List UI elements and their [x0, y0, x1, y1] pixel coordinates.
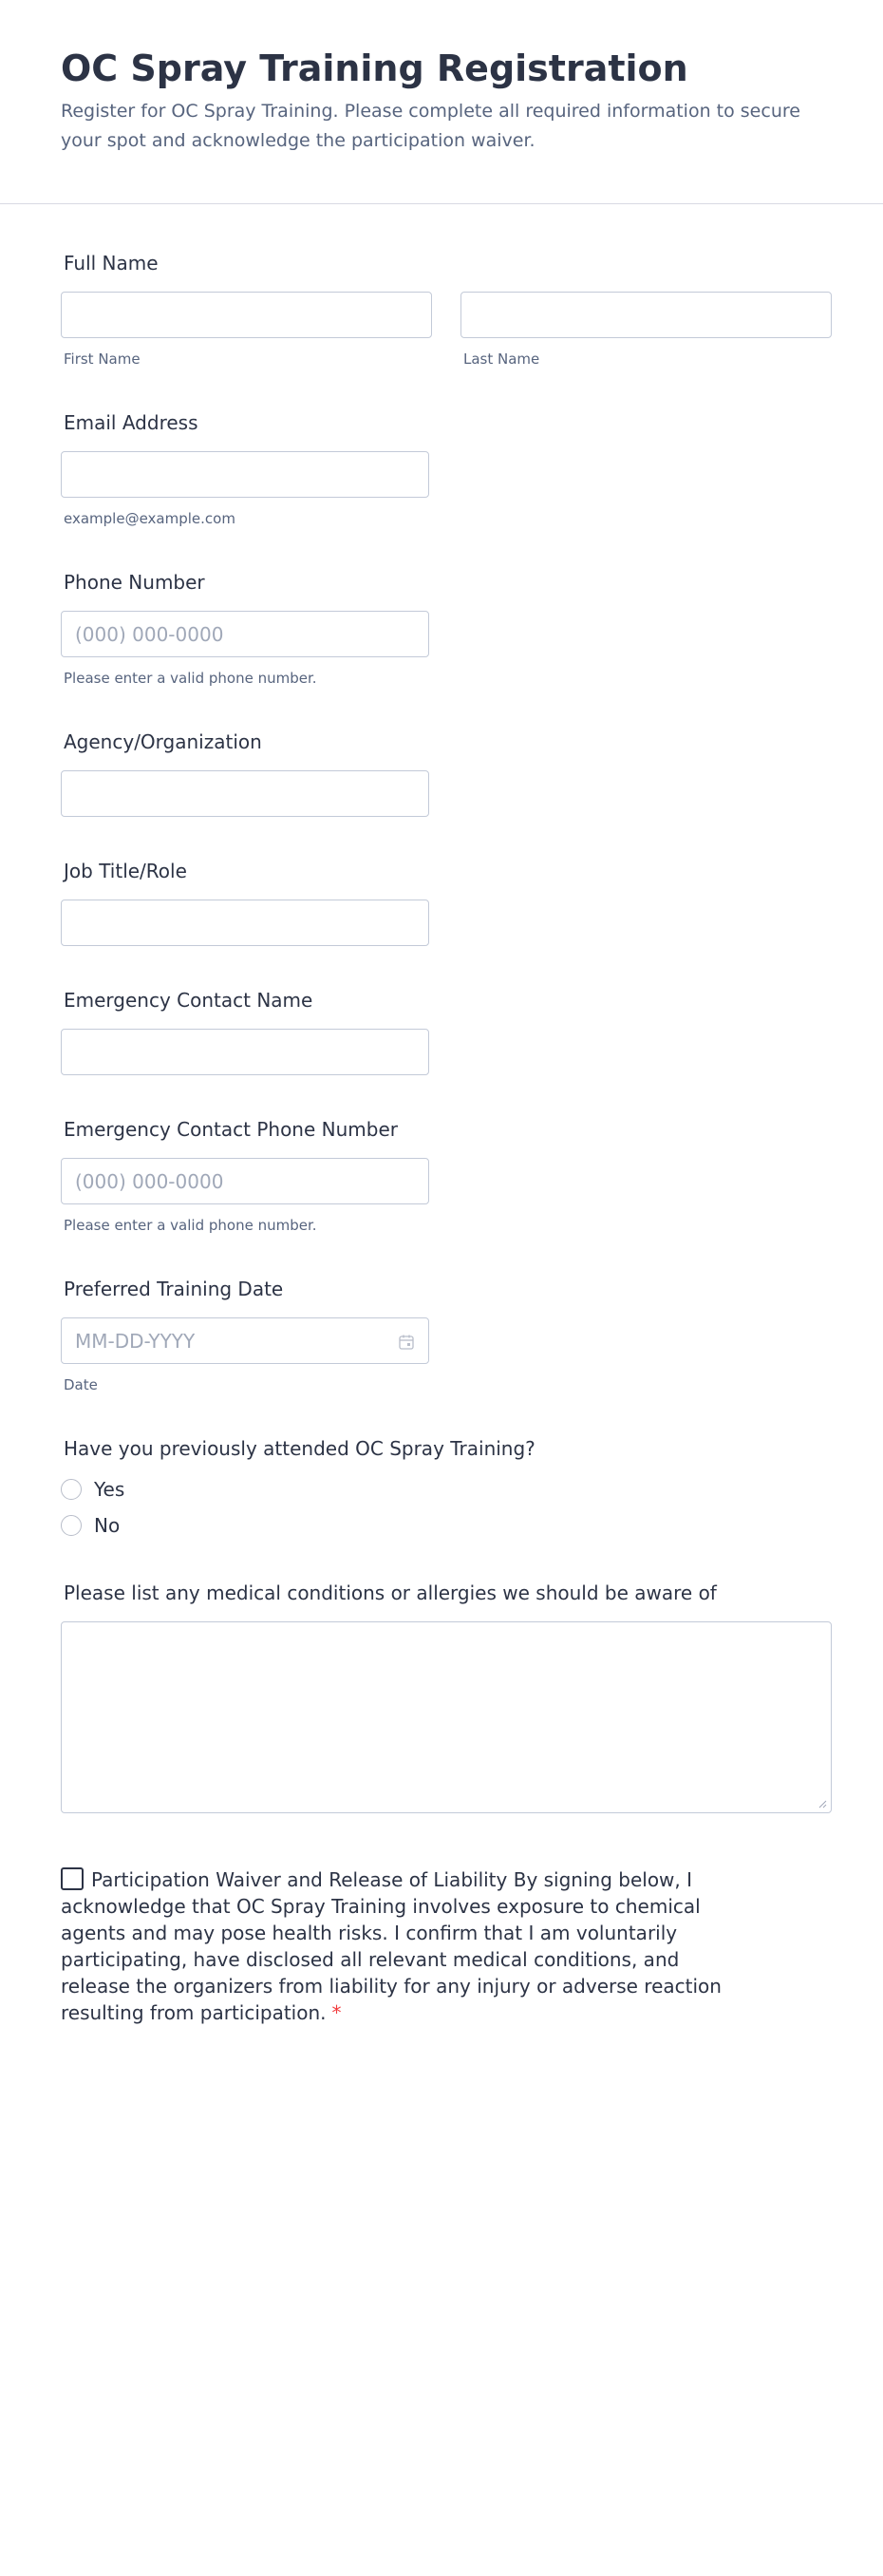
waiver-consent [61, 1866, 744, 2026]
emergency-contact-name-input[interactable] [61, 1029, 429, 1075]
emergency-contact-phone-input[interactable]: (000) 000-0000 [61, 1158, 429, 1204]
page-subtitle: Register for OC Spray Training. Please complete all required information to secure your spot and acknowledge the participation waiver. [61, 100, 800, 151]
last-name-input[interactable] [460, 292, 832, 338]
job-title-input[interactable] [61, 900, 429, 946]
emergency-contact-phone-label: Emergency Contact Phone Number [64, 1118, 398, 1142]
phone-label: Phone Number [64, 571, 205, 595]
last-name-sublabel: Last Name [463, 350, 540, 369]
emergency-phone-sublabel: Please enter a valid phone number. [64, 1217, 317, 1235]
email-label: Email Address [64, 411, 198, 435]
medical-conditions-label: Please list any medical conditions or allergies we should be aware of [64, 1582, 717, 1605]
medical-conditions-textarea[interactable] [61, 1621, 832, 1813]
emergency-contact-name-label: Emergency Contact Name [64, 989, 313, 1013]
email-input[interactable] [61, 451, 429, 498]
registration-form [0, 204, 883, 2484]
agency-input[interactable] [61, 770, 429, 817]
phone-input[interactable]: (000) 000-0000 [61, 611, 429, 657]
radio-button[interactable] [61, 1515, 82, 1536]
calendar-icon[interactable] [398, 1333, 415, 1350]
previous-attendance-label: Have you previously attended OC Spray Training? [64, 1437, 535, 1461]
date-input[interactable] [61, 1317, 429, 1364]
radio-option-no[interactable] [61, 1514, 120, 1537]
job-title-label: Job Title/Role [64, 860, 187, 883]
first-name-input[interactable] [61, 292, 432, 338]
page-title: OC Spray Training Registration [61, 47, 688, 89]
required-mark: * [331, 2001, 342, 2025]
date-placeholder: MM-DD-YYYY [75, 1329, 196, 1353]
form-header [0, 0, 883, 204]
radio-label-no: No [94, 1514, 121, 1538]
full-name-label: Full Name [64, 252, 159, 275]
radio-label-yes: Yes [94, 1478, 125, 1502]
email-sublabel: example@example.com [64, 510, 235, 528]
date-sublabel: Date [64, 1376, 98, 1394]
radio-option-yes[interactable] [61, 1478, 124, 1501]
waiver-text: Participation Waiver and Release of Liability By signing below, I acknowledge that OC Spray Training involves exposure to chemical agents and may pose health risks. I confirm that I am voluntarily participating, have disclosed all relevant medical conditions, and release the organizers from liability for any injury or adverse reaction resulting from participation. [61, 1868, 722, 2025]
radio-button[interactable] [61, 1479, 82, 1500]
resize-grip-icon[interactable] [817, 1799, 827, 1809]
first-name-sublabel: First Name [64, 350, 141, 369]
preferred-date-label: Preferred Training Date [64, 1278, 284, 1301]
phone-sublabel: Please enter a valid phone number. [64, 670, 317, 688]
agency-label: Agency/Organization [64, 730, 262, 754]
waiver-checkbox[interactable] [61, 1867, 84, 1890]
